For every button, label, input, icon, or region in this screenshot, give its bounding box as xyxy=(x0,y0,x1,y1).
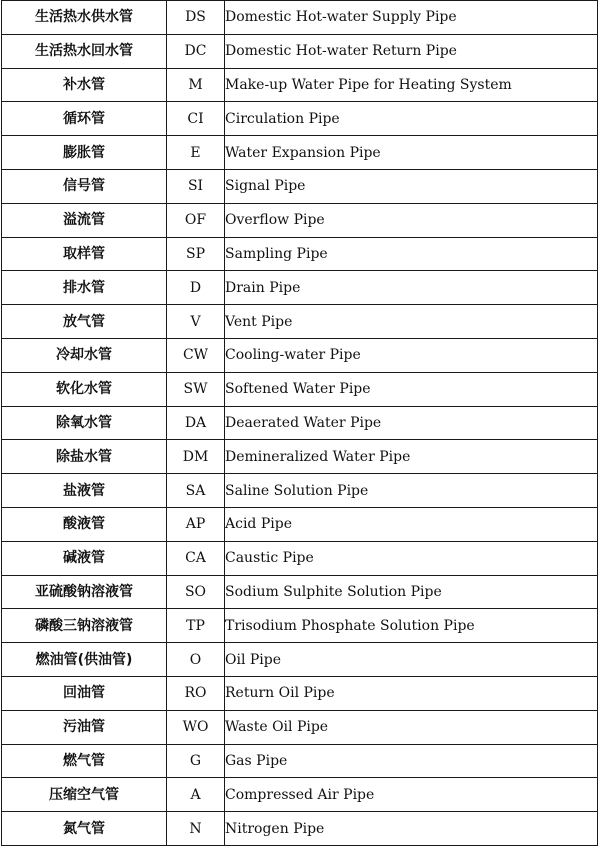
pipe-name-cn: 压缩空气管 xyxy=(2,778,167,812)
table-row xyxy=(2,744,598,778)
pipe-code: SW xyxy=(167,372,225,406)
pipe-name-cn: 除氧水管 xyxy=(2,406,167,440)
pipe-code: G xyxy=(167,744,225,778)
table-row xyxy=(2,237,598,271)
table-row xyxy=(2,136,598,170)
pipe-code-table-body xyxy=(2,1,598,846)
pipe-name-en: Saline Solution Pipe xyxy=(225,474,598,508)
pipe-name-en: Trisodium Phosphate Solution Pipe xyxy=(225,609,598,643)
table-row xyxy=(2,575,598,609)
pipe-code: CW xyxy=(167,338,225,372)
table-row xyxy=(2,102,598,136)
pipe-code: SI xyxy=(167,169,225,203)
pipe-code: DS xyxy=(167,1,225,35)
pipe-name-en: Deaerated Water Pipe xyxy=(225,406,598,440)
pipe-code: CA xyxy=(167,541,225,575)
pipe-name-cn: 生活热水回水管 xyxy=(2,34,167,68)
pipe-code: SP xyxy=(167,237,225,271)
pipe-name-en: Cooling-water Pipe xyxy=(225,338,598,372)
pipe-name-en: Domestic Hot-water Supply Pipe xyxy=(225,1,598,35)
table-row xyxy=(2,778,598,812)
pipe-name-cn: 信号管 xyxy=(2,169,167,203)
pipe-name-cn: 软化水管 xyxy=(2,372,167,406)
pipe-code: N xyxy=(167,812,225,846)
pipe-code: CI xyxy=(167,102,225,136)
pipe-name-cn: 冷却水管 xyxy=(2,338,167,372)
pipe-name-en: Water Expansion Pipe xyxy=(225,136,598,170)
pipe-name-cn: 放气管 xyxy=(2,305,167,339)
pipe-code: SA xyxy=(167,474,225,508)
pipe-code: WO xyxy=(167,710,225,744)
pipe-name-cn: 酸液管 xyxy=(2,507,167,541)
pipe-name-cn: 亚硫酸钠溶液管 xyxy=(2,575,167,609)
pipe-name-cn: 取样管 xyxy=(2,237,167,271)
table-row xyxy=(2,305,598,339)
pipe-code: D xyxy=(167,271,225,305)
table-row xyxy=(2,1,598,35)
pipe-name-cn: 氮气管 xyxy=(2,812,167,846)
pipe-name-en: Nitrogen Pipe xyxy=(225,812,598,846)
pipe-name-en: Sodium Sulphite Solution Pipe xyxy=(225,575,598,609)
table-row xyxy=(2,812,598,846)
pipe-name-en: Signal Pipe xyxy=(225,169,598,203)
pipe-code: V xyxy=(167,305,225,339)
pipe-name-en: Drain Pipe xyxy=(225,271,598,305)
table-row xyxy=(2,34,598,68)
table-row xyxy=(2,203,598,237)
table-row xyxy=(2,406,598,440)
pipe-name-en: Compressed Air Pipe xyxy=(225,778,598,812)
pipe-name-en: Gas Pipe xyxy=(225,744,598,778)
pipe-name-cn: 膨胀管 xyxy=(2,136,167,170)
pipe-name-cn: 磷酸三钠溶液管 xyxy=(2,609,167,643)
pipe-code: DC xyxy=(167,34,225,68)
pipe-name-en: Oil Pipe xyxy=(225,643,598,677)
pipe-code: AP xyxy=(167,507,225,541)
pipe-code: TP xyxy=(167,609,225,643)
pipe-code: DM xyxy=(167,440,225,474)
table-row xyxy=(2,169,598,203)
pipe-name-en: Return Oil Pipe xyxy=(225,676,598,710)
pipe-code: RO xyxy=(167,676,225,710)
pipe-name-en: Circulation Pipe xyxy=(225,102,598,136)
pipe-name-en: Make-up Water Pipe for Heating System xyxy=(225,68,598,102)
table-row xyxy=(2,710,598,744)
pipe-code: SO xyxy=(167,575,225,609)
pipe-code: M xyxy=(167,68,225,102)
pipe-name-en: Softened Water Pipe xyxy=(225,372,598,406)
pipe-name-cn: 燃气管 xyxy=(2,744,167,778)
table-row xyxy=(2,68,598,102)
pipe-name-cn: 溢流管 xyxy=(2,203,167,237)
pipe-code: A xyxy=(167,778,225,812)
table-row xyxy=(2,507,598,541)
pipe-name-en: Overflow Pipe xyxy=(225,203,598,237)
pipe-name-en: Vent Pipe xyxy=(225,305,598,339)
table-row xyxy=(2,372,598,406)
pipe-name-en: Sampling Pipe xyxy=(225,237,598,271)
pipe-name-cn: 污油管 xyxy=(2,710,167,744)
pipe-code-table xyxy=(1,0,598,846)
pipe-name-cn: 回油管 xyxy=(2,676,167,710)
pipe-code: O xyxy=(167,643,225,677)
pipe-name-cn: 排水管 xyxy=(2,271,167,305)
table-row xyxy=(2,440,598,474)
pipe-code: DA xyxy=(167,406,225,440)
pipe-name-cn: 补水管 xyxy=(2,68,167,102)
pipe-name-cn: 生活热水供水管 xyxy=(2,1,167,35)
table-row xyxy=(2,676,598,710)
pipe-name-cn: 循环管 xyxy=(2,102,167,136)
pipe-name-cn: 碱液管 xyxy=(2,541,167,575)
table-row xyxy=(2,338,598,372)
table-row xyxy=(2,541,598,575)
pipe-name-en: Demineralized Water Pipe xyxy=(225,440,598,474)
pipe-name-cn: 除盐水管 xyxy=(2,440,167,474)
pipe-name-en: Acid Pipe xyxy=(225,507,598,541)
table-row xyxy=(2,609,598,643)
pipe-name-en: Caustic Pipe xyxy=(225,541,598,575)
pipe-code: OF xyxy=(167,203,225,237)
pipe-code: E xyxy=(167,136,225,170)
table-row xyxy=(2,271,598,305)
table-row xyxy=(2,474,598,508)
pipe-name-en: Waste Oil Pipe xyxy=(225,710,598,744)
pipe-name-cn: 燃油管(供油管) xyxy=(2,643,167,677)
pipe-name-en: Domestic Hot-water Return Pipe xyxy=(225,34,598,68)
table-row xyxy=(2,643,598,677)
pipe-name-cn: 盐液管 xyxy=(2,474,167,508)
